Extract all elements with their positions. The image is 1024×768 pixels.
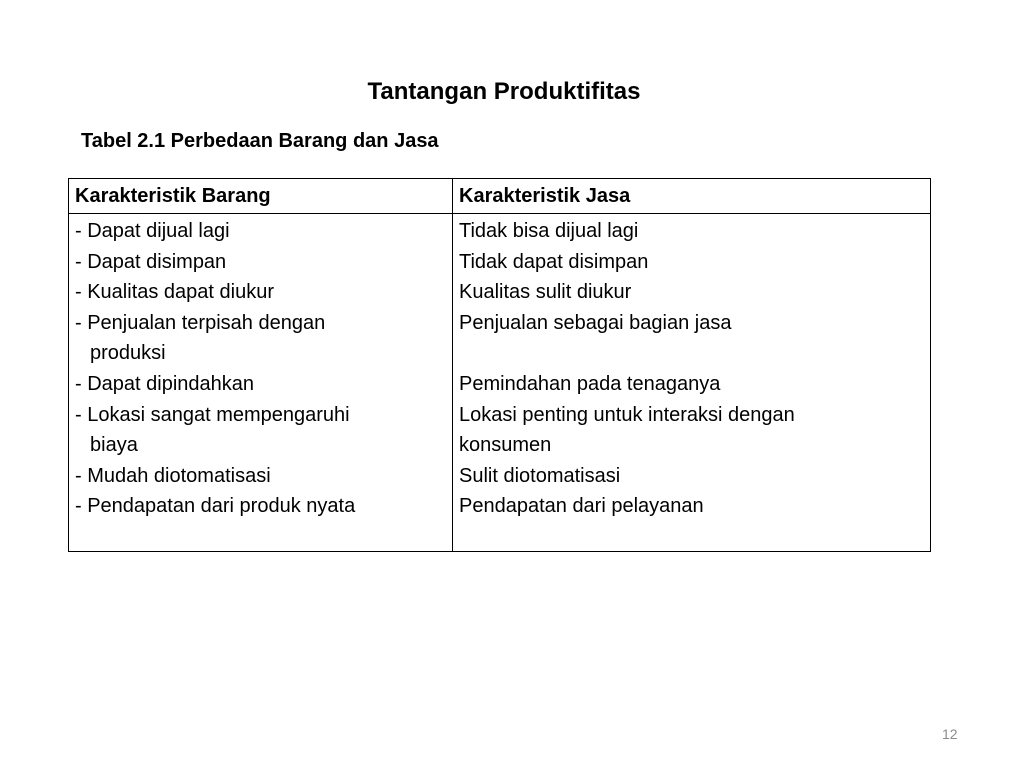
services-line: Tidak bisa dijual lagi [459, 220, 639, 242]
services-line: Lokasi penting untuk interaksi dengan [459, 403, 795, 426]
slide-title: Tantangan Produktifitas [367, 78, 641, 105]
goods-line: - Dapat disimpan [75, 250, 227, 273]
services-line: Pemindahan pada tenaganya [459, 372, 721, 395]
services-line: Penjualan sebagai bagian jasa [459, 311, 732, 334]
goods-line: - Kualitas dapat diukur [75, 281, 275, 304]
services-line-blank [459, 338, 924, 369]
goods-line: biaya [90, 434, 138, 457]
services-line: Kualitas sulit diukur [459, 281, 632, 304]
table-header-row [69, 179, 931, 214]
table-caption: Tabel 2.1 Perbedaan Barang dan Jasa [81, 130, 439, 152]
comparison-table [68, 178, 931, 552]
goods-line: - Lokasi sangat mempengaruhi [75, 403, 350, 426]
services-cell [453, 214, 931, 552]
header-services: Karakteristik Jasa [453, 179, 931, 214]
goods-line: - Pendapatan dari produk nyata [75, 495, 356, 518]
goods-cell [69, 214, 453, 552]
services-line: Tidak dapat disimpan [459, 250, 649, 273]
services-line: Pendapatan dari pelayanan [459, 495, 704, 518]
services-line: Sulit diotomatisasi [459, 464, 621, 487]
table-row [69, 214, 931, 552]
goods-line: - Dapat dijual lagi [75, 220, 230, 242]
services-line: konsumen [459, 434, 552, 457]
header-goods: Karakteristik Barang [69, 179, 453, 214]
page-number: 12 [942, 726, 958, 742]
goods-line: produksi [90, 342, 166, 365]
goods-line: - Penjualan terpisah dengan [75, 311, 326, 334]
goods-line: - Mudah diotomatisasi [75, 464, 271, 487]
goods-line: - Dapat dipindahkan [75, 372, 255, 395]
